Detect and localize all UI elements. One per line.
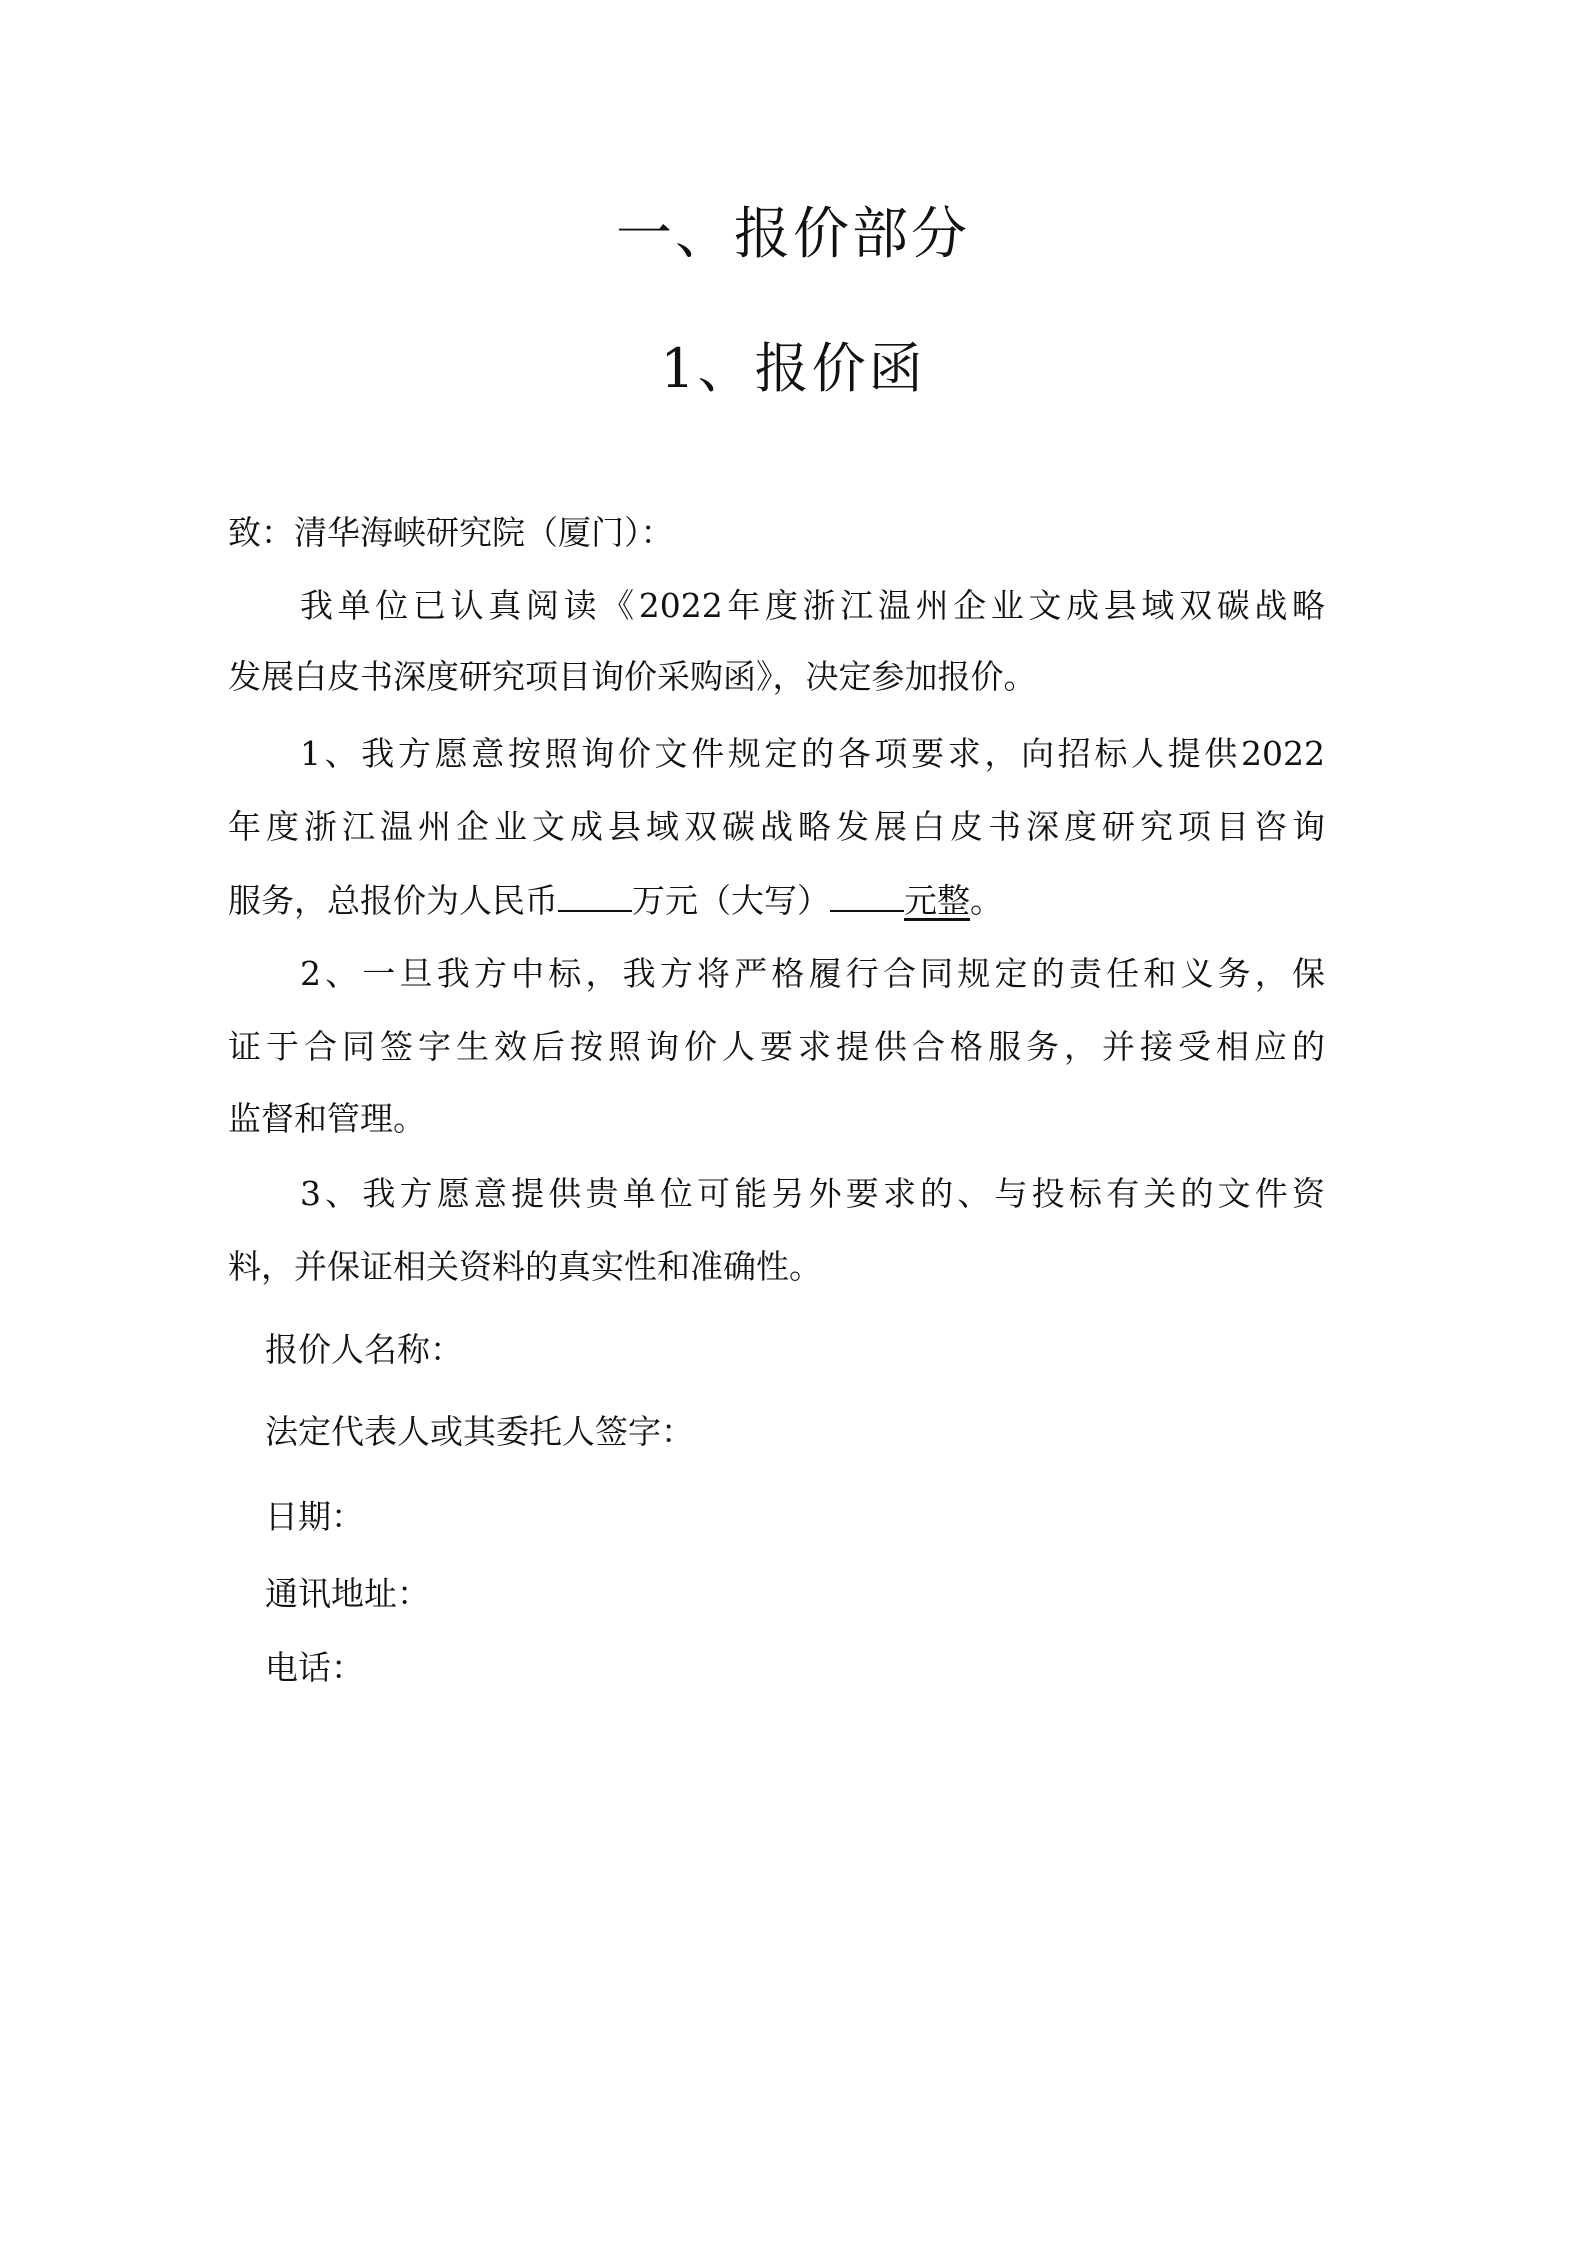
signature-label: 法定代表人或其委托人签字： xyxy=(265,1412,694,1451)
item1-price-prefix: 服务，总报价为人民币 xyxy=(228,881,558,920)
item2-line-2: 证于合同签字生效后按照询价人要求提供合格服务，并接受相应的 xyxy=(228,1027,1325,1066)
address-label: 通讯地址： xyxy=(265,1574,430,1613)
document-title: 1、报价函 xyxy=(660,337,926,400)
item1-price-end: 。 xyxy=(970,881,1003,920)
item1-line-3 xyxy=(228,881,1003,921)
item2-line-1: 2、一旦我方中标，我方将严格履行合同规定的责任和义务，保 xyxy=(300,954,1325,993)
item2-line-3: 监督和管理。 xyxy=(228,1099,426,1138)
section-heading: 一、报价部分 xyxy=(616,202,970,267)
item1-line-2: 年度浙江温州企业文成县域双碳战略发展白皮书深度研究项目咨询 xyxy=(228,807,1325,846)
item1-line-1: 1、我方愿意按照询价文件规定的各项要求，向招标人提供2022 xyxy=(300,734,1325,773)
intro-line-1: 我单位已认真阅读《2022年度浙江温州企业文成县域双碳战略 xyxy=(300,586,1325,625)
addressee: 致：清华海峡研究院（厦门）： xyxy=(228,513,674,552)
item3-line-2: 料，并保证相关资料的真实性和准确性。 xyxy=(228,1247,822,1286)
amount-blank-wanyuan xyxy=(558,882,632,912)
bidder-name-label: 报价人名称： xyxy=(265,1330,463,1369)
item3-line-1: 3、我方愿意提供贵单位可能另外要求的、与投标有关的文件资 xyxy=(300,1174,1325,1213)
date-label: 日期： xyxy=(265,1497,364,1536)
intro-line-2: 发展白皮书深度研究项目询价采购函》，决定参加报价。 xyxy=(228,657,1037,696)
item1-price-mid: 万元（大写） xyxy=(632,881,830,920)
phone-label: 电话： xyxy=(265,1648,364,1687)
amount-blank-capital xyxy=(830,882,904,912)
item1-price-unit: 元整 xyxy=(904,881,970,920)
